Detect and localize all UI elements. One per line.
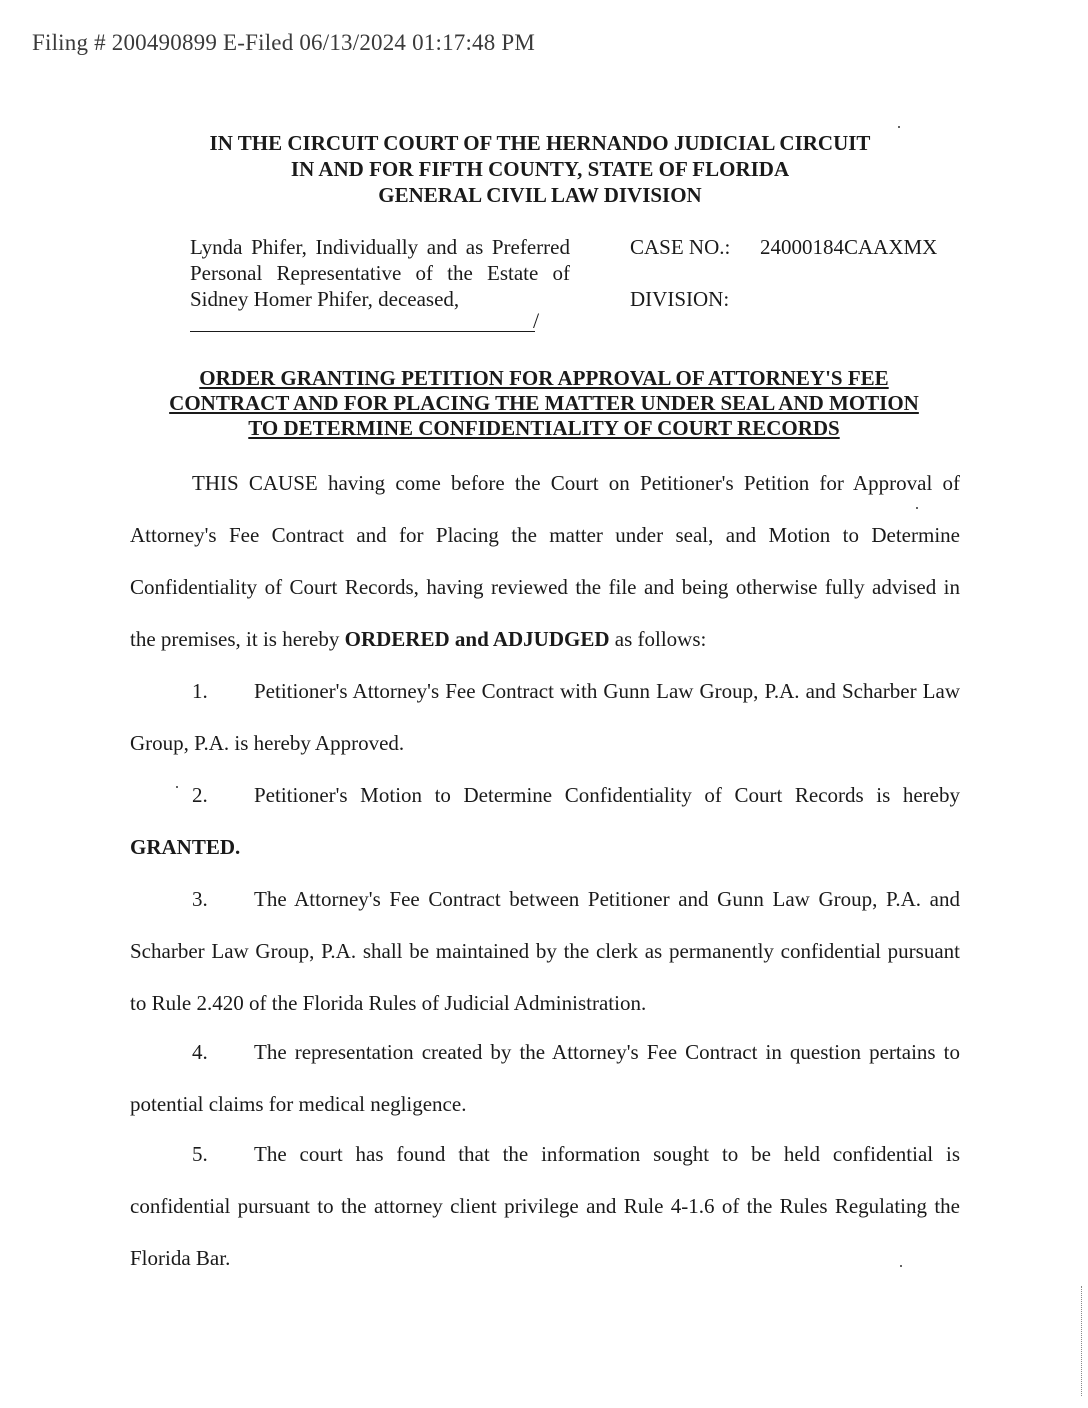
- numbered-paragraph: [130, 769, 960, 873]
- intro-paragraph: [130, 457, 960, 665]
- court-header: [150, 130, 930, 208]
- intro-text: THIS CAUSE having come before the Court on Petitioner's Petition for Approval of Attorney's Fee Contract and for Placing the matter under seal, and Motion to Determine Confidentiality of Court Records, having reviewed the file and being otherwise fully advised in the premises, it is hereby: [130, 471, 960, 651]
- case-caption-parties: [190, 234, 570, 312]
- numbered-paragraph: [130, 665, 960, 769]
- paragraph-number: 1.: [192, 679, 208, 703]
- numbered-paragraph: [130, 1128, 960, 1284]
- paragraph-text: The representation created by the Attorney's Fee Contract in question pertains to potential claims for medical negligence.: [130, 1040, 960, 1116]
- case-number-label: CASE NO.:: [630, 235, 731, 259]
- caption-slash: /: [533, 308, 540, 333]
- paragraph-text: The court has found that the information sought to be held confidential is confidential pursuant to the attorney client privilege and Rule 4-1.6 of the Rules Regulating the Florida Bar.: [130, 1142, 960, 1270]
- court-header-line: IN THE CIRCUIT COURT OF THE HERNANDO JUDICIAL CIRCUIT: [209, 131, 871, 155]
- party-line: Lynda Phifer, Individually and as Preferred: [190, 235, 570, 259]
- order-title-line: CONTRACT AND FOR PLACING THE MATTER UNDER SEAL AND MOTION: [169, 391, 919, 415]
- scan-speck: [916, 507, 918, 509]
- scan-speck: [900, 1265, 902, 1267]
- paragraph-number: 4.: [192, 1040, 208, 1064]
- case-number-value: 24000184CAAXMX: [760, 235, 938, 259]
- case-number: [630, 234, 937, 260]
- scan-edge-mark: [1080, 1286, 1082, 1396]
- caption-underline: [190, 331, 535, 332]
- scan-speck: [898, 126, 900, 128]
- division-label: DIVISION:: [630, 287, 730, 311]
- division: [630, 286, 760, 312]
- court-header-line: GENERAL CIVIL LAW DIVISION: [378, 183, 702, 207]
- paragraph-bold: GRANTED.: [130, 835, 241, 859]
- intro-bold: ORDERED and ADJUDGED: [344, 627, 610, 651]
- intro-tail: as follows:: [609, 627, 707, 651]
- paragraph-text: Petitioner's Motion to Determine Confidentiality of Court Records is hereby: [254, 783, 960, 807]
- order-title: [100, 366, 988, 441]
- paragraph-number: 3.: [192, 887, 208, 911]
- party-line: Personal Representative of the Estate of: [190, 261, 570, 285]
- party-line: Sidney Homer Phifer, deceased,: [190, 287, 460, 311]
- numbered-paragraph: [130, 1026, 960, 1130]
- order-title-line: ORDER GRANTING PETITION FOR APPROVAL OF ATTORNEY'S FEE: [199, 366, 889, 390]
- court-header-line: IN AND FOR FIFTH COUNTY, STATE OF FLORIDA: [290, 157, 790, 181]
- numbered-paragraph: [130, 873, 960, 1029]
- filing-stamp: Filing # 200490899 E-Filed 06/13/2024 01:17:48 PM: [32, 30, 536, 55]
- paragraph-text: Petitioner's Attorney's Fee Contract with Gunn Law Group, P.A. and Scharber Law Group, P.A. is hereby Approved.: [130, 679, 960, 755]
- paragraph-number: 2.: [192, 783, 208, 807]
- order-title-line: TO DETERMINE CONFIDENTIALITY OF COURT RECORDS: [248, 416, 840, 440]
- scan-speck: [176, 786, 178, 788]
- paragraph-text: The Attorney's Fee Contract between Petitioner and Gunn Law Group, P.A. and Scharber Law Group, P.A. shall be maintained by the clerk as permanently confidential pursuant to Rule 2.420 of the Florida Rules of Judicial Administration.: [130, 887, 960, 1015]
- paragraph-number: 5.: [192, 1142, 208, 1166]
